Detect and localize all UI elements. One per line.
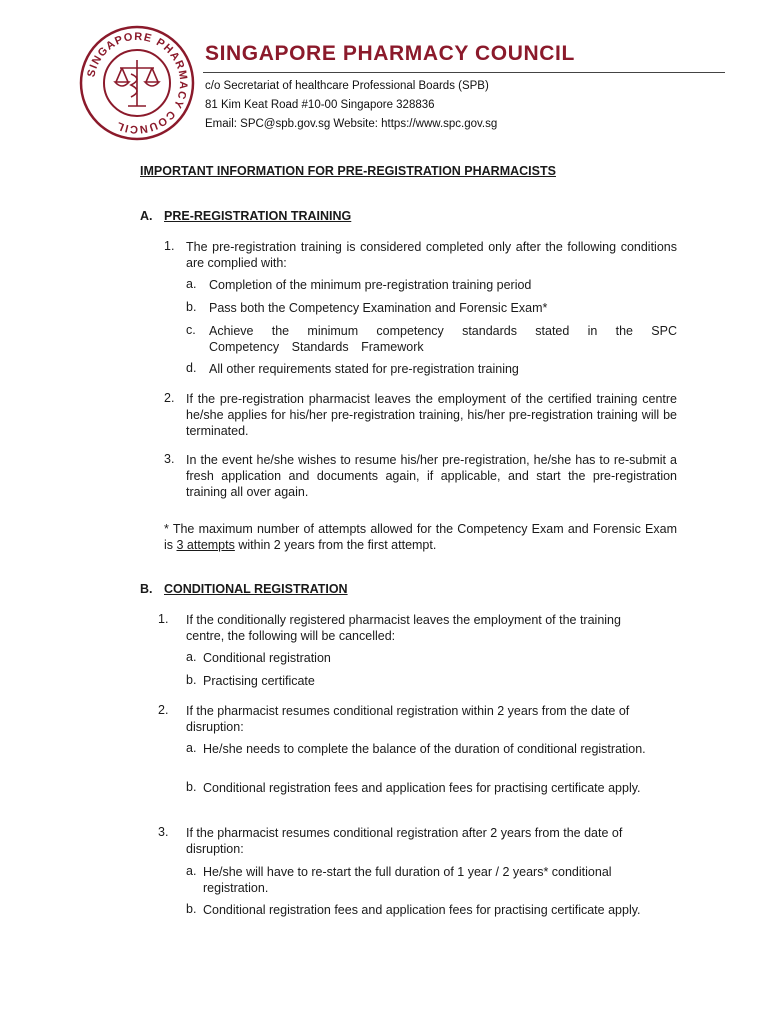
section-a-heading	[140, 209, 351, 223]
scales-emblem-icon	[115, 60, 159, 106]
section-b-item-3b-text: Conditional registration fees and application fees for practising certificate apply.	[203, 903, 641, 917]
organization-name: SINGAPORE PHARMACY COUNCIL	[205, 42, 575, 65]
section-b-item-1a-letter: a.	[186, 650, 197, 664]
section-a-item-2-number: 2.	[164, 391, 175, 405]
section-a-item-1-text: The pre-registration training is considered completed only after the following conditions are complied with:	[186, 240, 677, 270]
seal-lettering: SINGAPORE PHARMACY COUNCIL	[85, 30, 190, 136]
section-b-item-2b-text: Conditional registration fees and application fees for practising certificate apply.	[203, 781, 641, 795]
contact-line: Email: SPC@spb.gov.sg Website: https://www.spc.gov.sg	[205, 118, 498, 130]
section-b-item-2a-letter: a.	[186, 741, 197, 755]
section-a-letter: A.	[140, 209, 153, 223]
section-a-item-1c-letter: c.	[186, 323, 196, 337]
council-seal-logo	[78, 24, 196, 142]
section-b-letter: B.	[140, 582, 153, 596]
section-a-item-3-text: In the event he/she wishes to resume his/her pre-registration, he/she has to re-submit a fresh application and documents again, if applicable, and start the pre-registration training all over again.	[186, 453, 677, 499]
section-a-item-3-number: 3.	[164, 452, 175, 466]
section-a-item-1a-text: Completion of the minimum pre-registration training period	[209, 278, 532, 292]
section-b-item-1-number: 1.	[158, 612, 169, 626]
section-a-item-1a-letter: a.	[186, 277, 197, 291]
section-b-heading	[140, 582, 348, 596]
section-a-item-1d-text: All other requirements stated for pre-registration training	[209, 362, 519, 376]
footnote-text-end: within 2 years from the first attempt.	[234, 538, 437, 552]
section-b-item-2-number: 2.	[158, 703, 169, 717]
section-b-item-3-text: If the pharmacist resumes conditional registration after 2 years from the date of disruption:	[186, 826, 623, 856]
footnote-text-start: * The maximum number of attempts allowed for the Competency Exam and Forensic Exam is	[164, 522, 677, 552]
section-a-footnote	[164, 521, 677, 553]
section-b-item-2b-letter: b.	[186, 780, 197, 794]
section-b-item-3-number: 3.	[158, 825, 169, 839]
section-b-item-1-text: If the conditionally registered pharmacist leaves the employment of the training centre, the following will be cancelled:	[186, 613, 621, 643]
section-b-item-2-text: If the pharmacist resumes conditional registration within 2 years from the date of disruption:	[186, 704, 630, 734]
section-a-title: PRE-REGISTRATION TRAINING	[164, 209, 352, 223]
header-divider	[203, 72, 725, 73]
address-line-1: c/o Secretariat of healthcare Professional Boards (SPB)	[205, 80, 489, 92]
section-a-item-1c-text: Achieve the minimum competency standards stated in the SPC Competency Standards Framework	[209, 324, 677, 354]
section-a-item-1b-text: Pass both the Competency Examination and Forensic Exam*	[209, 301, 548, 315]
section-b-item-3a-letter: a.	[186, 864, 197, 878]
address-line-2: 81 Kim Keat Road #10-00 Singapore 328836	[205, 99, 435, 111]
section-b-title: CONDITIONAL REGISTRATION	[164, 582, 348, 596]
section-b-item-2a-text: He/she needs to complete the balance of the duration of conditional registration.	[203, 742, 646, 756]
section-b-item-3b-letter: b.	[186, 902, 197, 916]
section-b-item-1b-letter: b.	[186, 673, 197, 687]
section-b-item-1a-text: Conditional registration	[203, 651, 331, 665]
document-title: IMPORTANT INFORMATION FOR PRE-REGISTRATION PHARMACISTS	[140, 164, 556, 178]
footnote-attempts-emphasis: 3 attempts	[176, 538, 235, 552]
section-a-item-1b-letter: b.	[186, 300, 197, 314]
section-a-item-1-number: 1.	[164, 239, 175, 253]
section-b-item-3a-text: He/she will have to re-start the full duration of 1 year / 2 years* conditional registration.	[203, 865, 612, 895]
section-a-item-2-text: If the pre-registration pharmacist leaves the employment of the certified training centre he/she applies for his/her pre-registration training, his/her pre-registration training will be terminated.	[186, 392, 677, 438]
section-a-item-1d-letter: d.	[186, 361, 197, 375]
section-b-item-1b-text: Practising certificate	[203, 674, 315, 688]
